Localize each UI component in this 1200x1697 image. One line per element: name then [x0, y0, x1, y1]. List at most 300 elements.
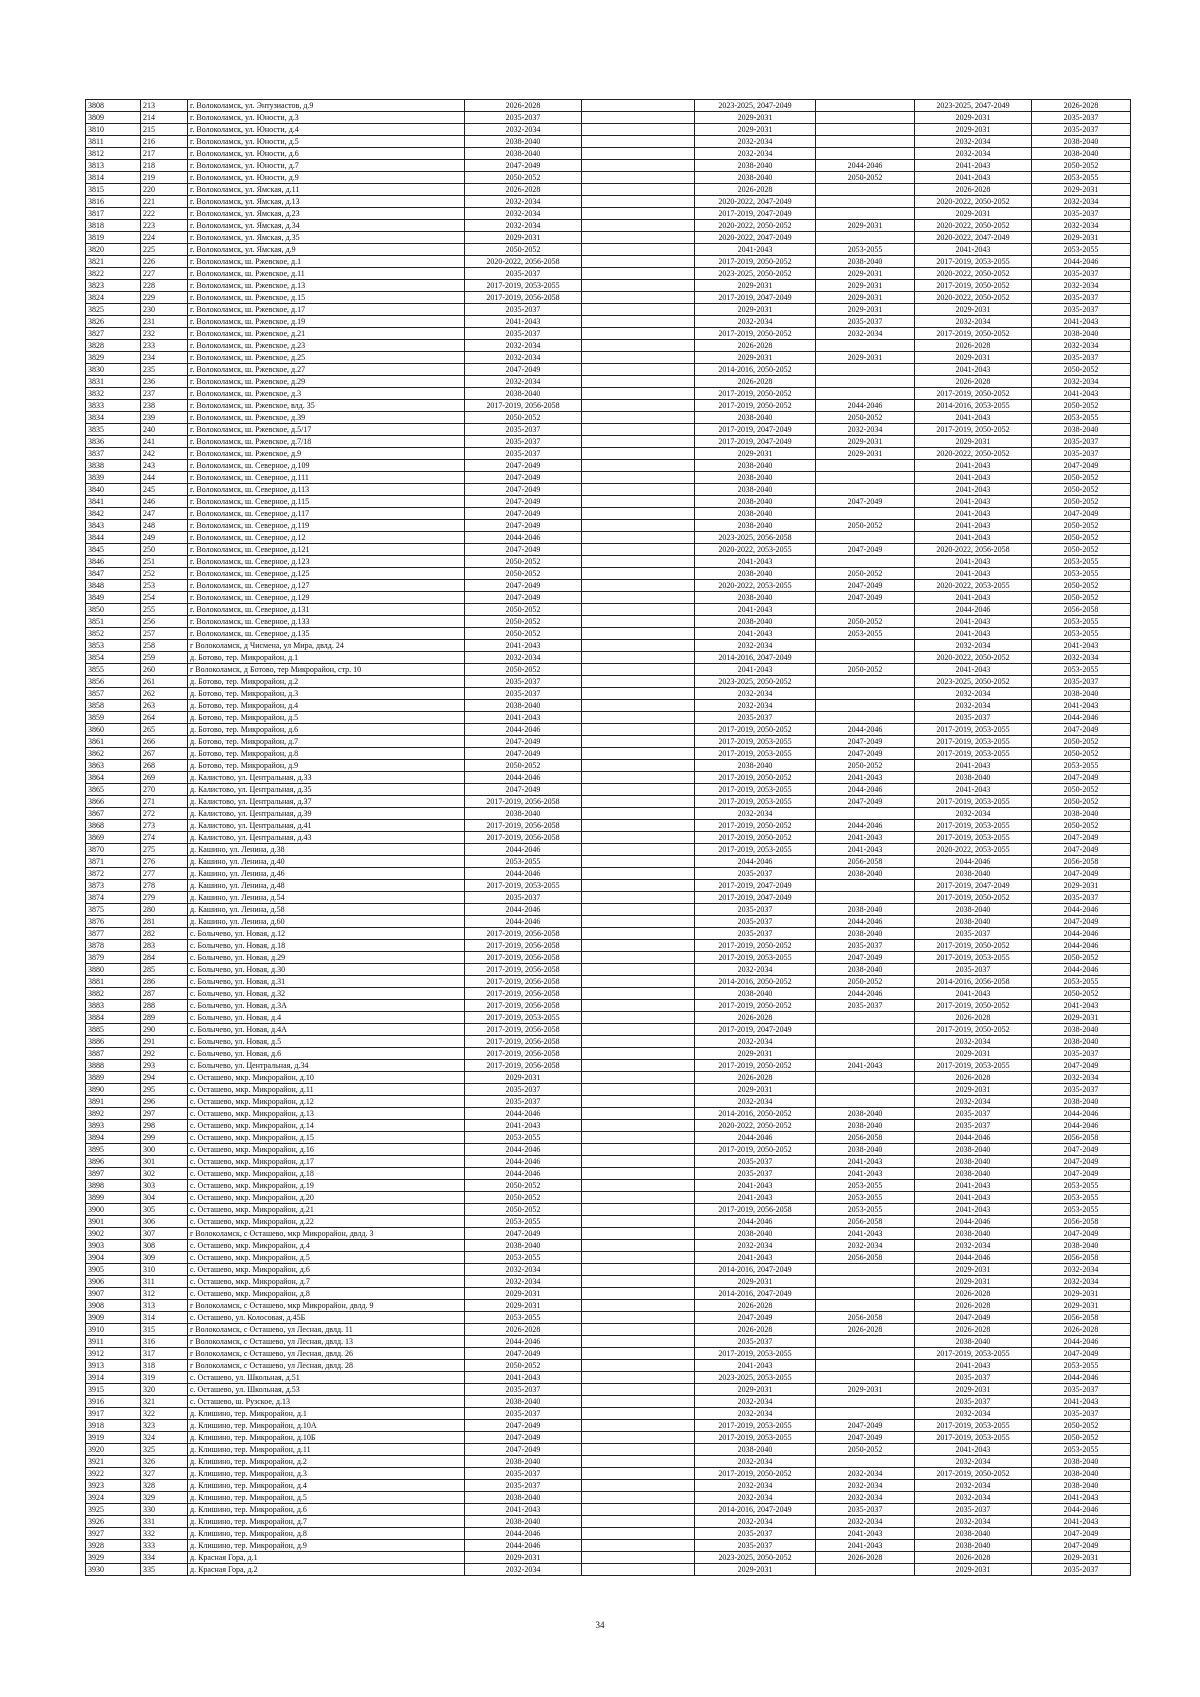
table-cell: 232 — [141, 328, 188, 340]
table-cell: 240 — [141, 424, 188, 436]
table-cell — [582, 1168, 695, 1180]
table-cell: д. Калистово, ул. Центральная, д.35 — [188, 784, 465, 796]
table-cell: г. Волоколамск, ш. Ржевское, д.25 — [188, 352, 465, 364]
table-cell: 2017-2019, 2047-2049 — [695, 436, 816, 448]
table-cell: 2041-2043 — [915, 1444, 1032, 1456]
table-cell: 2017-2019, 2053-2055 — [915, 952, 1032, 964]
table-cell: г. Волоколамск, ш. Ржевское, д.19 — [188, 316, 465, 328]
table-cell: 2020-2022, 2053-2055 — [915, 844, 1032, 856]
table-cell: 2035-2037 — [915, 964, 1032, 976]
table-cell — [816, 1408, 915, 1420]
table-cell: 2056-2058 — [816, 1216, 915, 1228]
table-cell: 319 — [141, 1372, 188, 1384]
table-cell: 3828 — [86, 340, 141, 352]
table-cell: 2035-2037 — [695, 928, 816, 940]
table-cell: 2032-2034 — [465, 376, 582, 388]
table-cell: 3816 — [86, 196, 141, 208]
table-cell: с. Осташево, ул. Колосовая, д.45Б — [188, 1312, 465, 1324]
table-row — [86, 1516, 1131, 1528]
table-cell: 2041-2043 — [915, 508, 1032, 520]
table-cell: 2044-2046 — [915, 1132, 1032, 1144]
table-cell — [582, 1336, 695, 1348]
table-cell: 2017-2019, 2050-2052 — [915, 280, 1032, 292]
table-cell: 2041-2043 — [695, 1360, 816, 1372]
table-cell — [816, 1336, 915, 1348]
table-cell: 2026-2028 — [465, 1324, 582, 1336]
table-cell: 2032-2034 — [465, 652, 582, 664]
table-cell: 2029-2031 — [816, 1384, 915, 1396]
table-row — [86, 568, 1131, 580]
table-cell: г. Волоколамск, ул. Энтузиастов, д.9 — [188, 100, 465, 112]
table-cell — [582, 496, 695, 508]
table-cell: 2047-2049 — [465, 460, 582, 472]
table-cell: 2047-2049 — [465, 1228, 582, 1240]
table-cell: 3824 — [86, 292, 141, 304]
table-cell: 265 — [141, 724, 188, 736]
table-cell: 3890 — [86, 1084, 141, 1096]
table-cell: 2044-2046 — [465, 532, 582, 544]
table-cell: 3858 — [86, 700, 141, 712]
table-cell: 3922 — [86, 1468, 141, 1480]
table-cell: 2041-2043 — [915, 556, 1032, 568]
table-cell: 2029-2031 — [695, 1048, 816, 1060]
table-cell: 2017-2019, 2053-2055 — [915, 1348, 1032, 1360]
table-row — [86, 1324, 1131, 1336]
table-row — [86, 1144, 1131, 1156]
table-cell: г. Волоколамск, ул. Ямская, д.11 — [188, 184, 465, 196]
table-cell: 2050-2052 — [1032, 820, 1131, 832]
table-cell: 3841 — [86, 496, 141, 508]
table-cell: 2041-2043 — [465, 640, 582, 652]
table-cell: 2056-2058 — [1032, 856, 1131, 868]
table-cell: 2056-2058 — [1032, 1216, 1131, 1228]
table-cell — [582, 316, 695, 328]
table-row — [86, 124, 1131, 136]
table-cell: 2017-2019, 2056-2058 — [465, 1048, 582, 1060]
table-cell: 3825 — [86, 304, 141, 316]
table-cell: 2017-2019, 2053-2055 — [465, 1012, 582, 1024]
table-cell: с. Осташево, мкр. Микрорайон, д.10 — [188, 1072, 465, 1084]
table-row — [86, 376, 1131, 388]
table-cell: 2029-2031 — [695, 1276, 816, 1288]
table-cell: 2053-2055 — [1032, 1444, 1131, 1456]
table-cell: с. Болычево, ул. Новая, д.32 — [188, 988, 465, 1000]
table-row — [86, 952, 1131, 964]
table-cell: 3881 — [86, 976, 141, 988]
table-cell: г. Волоколамск, ул. Ямская, д.9 — [188, 244, 465, 256]
table-cell: 2017-2019, 2056-2058 — [465, 940, 582, 952]
table-row — [86, 1384, 1131, 1396]
table-cell: 2026-2028 — [915, 184, 1032, 196]
table-cell: 2026-2028 — [695, 1072, 816, 1084]
table-row — [86, 424, 1131, 436]
table-cell — [582, 1216, 695, 1228]
table-cell — [816, 1564, 915, 1576]
table-cell: 2017-2019, 2053-2055 — [695, 1420, 816, 1432]
table-cell — [582, 628, 695, 640]
table-cell: 2032-2034 — [915, 808, 1032, 820]
table-row — [86, 532, 1131, 544]
table-cell — [582, 376, 695, 388]
table-cell: 2017-2019, 2047-2049 — [915, 880, 1032, 892]
table-cell — [582, 388, 695, 400]
table-cell: г. Волоколамск, ш. Ржевское, д.5/17 — [188, 424, 465, 436]
table-cell: 2029-2031 — [1032, 1552, 1131, 1564]
table-cell: 2041-2043 — [915, 784, 1032, 796]
table-cell: 2029-2031 — [915, 112, 1032, 124]
table-cell: 2032-2034 — [695, 316, 816, 328]
table-cell: 314 — [141, 1312, 188, 1324]
table-cell: д. Кашино, ул. Ленина, д.54 — [188, 892, 465, 904]
table-cell: 2044-2046 — [816, 988, 915, 1000]
table-cell: 2038-2040 — [915, 1156, 1032, 1168]
table-cell: 216 — [141, 136, 188, 148]
table-cell: г. Волоколамск, ш. Северное, д.111 — [188, 472, 465, 484]
table-cell: 2032-2034 — [816, 1468, 915, 1480]
table-cell: 3833 — [86, 400, 141, 412]
table-cell: 2017-2019, 2056-2058 — [465, 1060, 582, 1072]
table-cell: 3838 — [86, 460, 141, 472]
table-row — [86, 292, 1131, 304]
table-cell — [582, 688, 695, 700]
table-cell — [816, 1300, 915, 1312]
table-cell — [816, 1024, 915, 1036]
table-cell: 2029-2031 — [915, 1564, 1032, 1576]
schedule-table — [85, 99, 1131, 1576]
table-cell: 250 — [141, 544, 188, 556]
table-cell: 2038-2040 — [816, 928, 915, 940]
table-cell: 3887 — [86, 1048, 141, 1060]
table-cell: 3848 — [86, 580, 141, 592]
table-cell — [582, 1456, 695, 1468]
table-cell: г. Волоколамск, ш. Ржевское, д.17 — [188, 304, 465, 316]
table-cell: 2029-2031 — [1032, 880, 1131, 892]
table-cell: 2014-2016, 2050-2052 — [695, 364, 816, 376]
table-cell: 270 — [141, 784, 188, 796]
table-cell: 307 — [141, 1228, 188, 1240]
table-cell: 2041-2043 — [915, 1204, 1032, 1216]
table-cell: 277 — [141, 868, 188, 880]
table-cell: 2038-2040 — [465, 700, 582, 712]
table-cell — [582, 1492, 695, 1504]
table-cell: 2035-2037 — [1032, 304, 1131, 316]
table-cell — [816, 1036, 915, 1048]
table-row — [86, 160, 1131, 172]
table-cell: 2017-2019, 2050-2052 — [915, 1000, 1032, 1012]
table-cell: 3882 — [86, 988, 141, 1000]
table-cell: 2029-2031 — [816, 436, 915, 448]
table-cell — [582, 988, 695, 1000]
table-cell: 2035-2037 — [695, 916, 816, 928]
table-cell: 2017-2019, 2053-2055 — [695, 1348, 816, 1360]
table-cell: 3852 — [86, 628, 141, 640]
table-cell: 2032-2034 — [1032, 1072, 1131, 1084]
table-cell: 2017-2019, 2056-2058 — [465, 1036, 582, 1048]
table-cell: 2035-2037 — [465, 688, 582, 700]
table-cell: 293 — [141, 1060, 188, 1072]
table-cell: 233 — [141, 340, 188, 352]
table-cell — [582, 976, 695, 988]
table-cell: г. Волоколамск, ш. Северное, д.117 — [188, 508, 465, 520]
table-row — [86, 976, 1131, 988]
table-cell: 3928 — [86, 1540, 141, 1552]
table-cell: 2050-2052 — [816, 616, 915, 628]
table-cell: 256 — [141, 616, 188, 628]
table-cell: 2029-2031 — [915, 436, 1032, 448]
table-cell — [582, 160, 695, 172]
table-cell: 2056-2058 — [816, 1252, 915, 1264]
table-cell: 2047-2049 — [465, 1432, 582, 1444]
table-cell: 2026-2028 — [915, 1552, 1032, 1564]
table-cell — [816, 460, 915, 472]
table-cell — [816, 1048, 915, 1060]
table-cell: с. Осташево, мкр. Микрорайон, д.11 — [188, 1084, 465, 1096]
table-cell — [582, 100, 695, 112]
table-cell: 2017-2019, 2053-2055 — [915, 820, 1032, 832]
table-cell: г. Волоколамск, ул. Ямская, д.34 — [188, 220, 465, 232]
table-cell: 2020-2022, 2050-2052 — [915, 220, 1032, 232]
table-cell: 2017-2019, 2056-2058 — [465, 1000, 582, 1012]
table-cell: 2017-2019, 2050-2052 — [695, 1468, 816, 1480]
table-cell — [816, 892, 915, 904]
table-cell: 2038-2040 — [465, 148, 582, 160]
table-cell: 2035-2037 — [695, 868, 816, 880]
table-cell: 2053-2055 — [1032, 664, 1131, 676]
table-cell: 2053-2055 — [1032, 244, 1131, 256]
table-row — [86, 748, 1131, 760]
table-cell: 2047-2049 — [465, 472, 582, 484]
table-cell: 2041-2043 — [465, 1120, 582, 1132]
table-cell: 2050-2052 — [1032, 1432, 1131, 1444]
table-cell: 2017-2019, 2056-2058 — [465, 292, 582, 304]
table-cell — [582, 436, 695, 448]
table-cell: 3903 — [86, 1240, 141, 1252]
table-cell: 2047-2049 — [465, 784, 582, 796]
table-cell: 2035-2037 — [695, 904, 816, 916]
table-cell: с. Осташево, ш. Рузское, д.13 — [188, 1396, 465, 1408]
table-cell: 255 — [141, 604, 188, 616]
table-cell: 2047-2049 — [915, 1312, 1032, 1324]
table-cell: 2050-2052 — [1032, 1420, 1131, 1432]
table-row — [86, 1084, 1131, 1096]
table-cell: 2032-2034 — [695, 964, 816, 976]
table-cell: 3871 — [86, 856, 141, 868]
table-cell: 2035-2037 — [465, 304, 582, 316]
table-cell: 2056-2058 — [816, 1132, 915, 1144]
table-cell: 2014-2016, 2050-2052 — [695, 976, 816, 988]
table-cell: 2032-2034 — [695, 148, 816, 160]
table-cell: 274 — [141, 832, 188, 844]
table-cell: 2017-2019, 2053-2055 — [915, 748, 1032, 760]
table-cell: 2041-2043 — [1032, 1492, 1131, 1504]
table-cell: 3926 — [86, 1516, 141, 1528]
table-cell: 3873 — [86, 880, 141, 892]
table-cell: 2044-2046 — [1032, 904, 1131, 916]
table-cell: 2029-2031 — [695, 280, 816, 292]
table-cell: 2041-2043 — [1032, 388, 1131, 400]
table-cell: 3929 — [86, 1552, 141, 1564]
table-cell: 2017-2019, 2050-2052 — [915, 892, 1032, 904]
table-cell: д. Ботово, тер. Микрорайон, д.4 — [188, 700, 465, 712]
table-cell: 3925 — [86, 1504, 141, 1516]
table-cell — [582, 364, 695, 376]
table-cell: 2044-2046 — [1032, 1120, 1131, 1132]
table-cell: 3846 — [86, 556, 141, 568]
table-cell: 2041-2043 — [816, 1060, 915, 1072]
table-cell: 2035-2037 — [1032, 1408, 1131, 1420]
table-cell: 2050-2052 — [1032, 988, 1131, 1000]
table-cell: 3862 — [86, 748, 141, 760]
table-cell: 2020-2022, 2053-2055 — [915, 580, 1032, 592]
table-cell: г. Волоколамск, ш. Северное, д.12 — [188, 532, 465, 544]
table-cell: 2023-2025, 2050-2052 — [695, 1552, 816, 1564]
table-cell: 2035-2037 — [695, 1336, 816, 1348]
table-cell: 2032-2034 — [695, 808, 816, 820]
table-cell: 2050-2052 — [465, 1192, 582, 1204]
table-cell: 2041-2043 — [465, 316, 582, 328]
table-cell: 3894 — [86, 1132, 141, 1144]
table-cell: 2035-2037 — [465, 112, 582, 124]
table-cell: 3836 — [86, 436, 141, 448]
table-cell: 3821 — [86, 256, 141, 268]
table-cell: 2017-2019, 2053-2055 — [695, 1432, 816, 1444]
table-cell: с. Осташево, мкр. Микрорайон, д.19 — [188, 1180, 465, 1192]
table-cell: 2044-2046 — [915, 1252, 1032, 1264]
table-cell — [582, 880, 695, 892]
table-cell: 2041-2043 — [695, 664, 816, 676]
table-cell — [582, 1228, 695, 1240]
table-cell — [582, 856, 695, 868]
table-cell: 316 — [141, 1336, 188, 1348]
table-cell: 2041-2043 — [915, 760, 1032, 772]
table-row — [86, 724, 1131, 736]
table-cell: 2035-2037 — [465, 1468, 582, 1480]
table-cell — [582, 532, 695, 544]
table-cell — [816, 1288, 915, 1300]
table-cell: 2038-2040 — [465, 808, 582, 820]
table-cell: 2017-2019, 2050-2052 — [695, 1060, 816, 1072]
table-row — [86, 1252, 1131, 1264]
table-cell: 2014-2016, 2047-2049 — [695, 1288, 816, 1300]
table-cell: 2017-2019, 2050-2052 — [695, 940, 816, 952]
table-cell: 2044-2046 — [1032, 940, 1131, 952]
table-cell: 2044-2046 — [816, 784, 915, 796]
table-cell: 2050-2052 — [816, 664, 915, 676]
table-cell: 2032-2034 — [915, 136, 1032, 148]
table-cell: 2032-2034 — [695, 688, 816, 700]
table-cell: 2050-2052 — [1032, 496, 1131, 508]
table-cell — [582, 544, 695, 556]
table-cell — [582, 784, 695, 796]
table-cell — [582, 1084, 695, 1096]
table-cell: 2038-2040 — [915, 1336, 1032, 1348]
table-cell: 2038-2040 — [695, 508, 816, 520]
table-cell: 3831 — [86, 376, 141, 388]
table-cell: 324 — [141, 1432, 188, 1444]
table-row — [86, 436, 1131, 448]
table-cell — [816, 604, 915, 616]
table-cell: 306 — [141, 1216, 188, 1228]
table-cell: д. Клишино, тер. Микрорайон, д.6 — [188, 1504, 465, 1516]
table-row — [86, 100, 1131, 112]
table-cell: 2029-2031 — [695, 448, 816, 460]
table-cell: 2041-2043 — [695, 604, 816, 616]
table-cell: 2029-2031 — [1032, 1012, 1131, 1024]
table-cell: 2038-2040 — [465, 388, 582, 400]
table-row — [86, 412, 1131, 424]
table-cell — [582, 1408, 695, 1420]
table-cell: 298 — [141, 1120, 188, 1132]
table-row — [86, 1420, 1131, 1432]
table-cell: 2056-2058 — [1032, 1312, 1131, 1324]
table-row — [86, 736, 1131, 748]
table-cell: г. Волоколамск, ш. Северное, д.127 — [188, 580, 465, 592]
table-cell: 2017-2019, 2050-2052 — [695, 772, 816, 784]
table-cell — [816, 1276, 915, 1288]
table-cell — [816, 472, 915, 484]
table-cell — [582, 1048, 695, 1060]
table-cell: 2023-2025, 2056-2058 — [695, 532, 816, 544]
table-cell: 2047-2049 — [816, 748, 915, 760]
table-cell: 321 — [141, 1396, 188, 1408]
table-cell: 2047-2049 — [465, 1420, 582, 1432]
table-cell — [582, 304, 695, 316]
table-cell: 2026-2028 — [915, 1072, 1032, 1084]
table-cell: 2053-2055 — [1032, 412, 1131, 424]
table-cell: 249 — [141, 532, 188, 544]
table-cell — [582, 256, 695, 268]
table-cell: 3826 — [86, 316, 141, 328]
table-cell — [816, 376, 915, 388]
table-cell: 3909 — [86, 1312, 141, 1324]
table-cell: 3810 — [86, 124, 141, 136]
table-cell — [816, 880, 915, 892]
table-cell: д. Кашино, ул. Ленина, д.40 — [188, 856, 465, 868]
table-cell: 2035-2037 — [695, 1168, 816, 1180]
table-cell: с. Осташево, ул. Школьная, д.51 — [188, 1372, 465, 1384]
table-cell: 281 — [141, 916, 188, 928]
table-cell: 2032-2034 — [915, 1036, 1032, 1048]
table-row — [86, 1120, 1131, 1132]
table-cell: 2044-2046 — [816, 724, 915, 736]
table-cell: д. Ботово, тер. Микрорайон, д.5 — [188, 712, 465, 724]
table-cell — [816, 388, 915, 400]
table-cell: 2017-2019, 2050-2052 — [695, 1000, 816, 1012]
table-cell: 2050-2052 — [465, 1360, 582, 1372]
table-cell — [816, 532, 915, 544]
table-cell: 2047-2049 — [465, 508, 582, 520]
table-cell: 2032-2034 — [695, 1492, 816, 1504]
table-cell: 3908 — [86, 1300, 141, 1312]
table-cell: 3860 — [86, 724, 141, 736]
table-cell: 2056-2058 — [1032, 1132, 1131, 1144]
table-cell: 310 — [141, 1264, 188, 1276]
table-cell — [582, 1312, 695, 1324]
table-cell: 312 — [141, 1288, 188, 1300]
table-cell: 2053-2055 — [816, 244, 915, 256]
table-cell: 2041-2043 — [915, 364, 1032, 376]
table-cell: 2053-2055 — [816, 1192, 915, 1204]
table-cell: 264 — [141, 712, 188, 724]
table-cell — [582, 676, 695, 688]
table-cell: 2050-2052 — [1032, 160, 1131, 172]
table-cell: 2035-2037 — [1032, 676, 1131, 688]
table-row — [86, 280, 1131, 292]
table-cell: 2032-2034 — [695, 1096, 816, 1108]
table-cell: г Волоколамск, с Осташево, ул Лесная, двлд. 11 — [188, 1324, 465, 1336]
table-cell: 282 — [141, 928, 188, 940]
table-cell: 217 — [141, 148, 188, 160]
